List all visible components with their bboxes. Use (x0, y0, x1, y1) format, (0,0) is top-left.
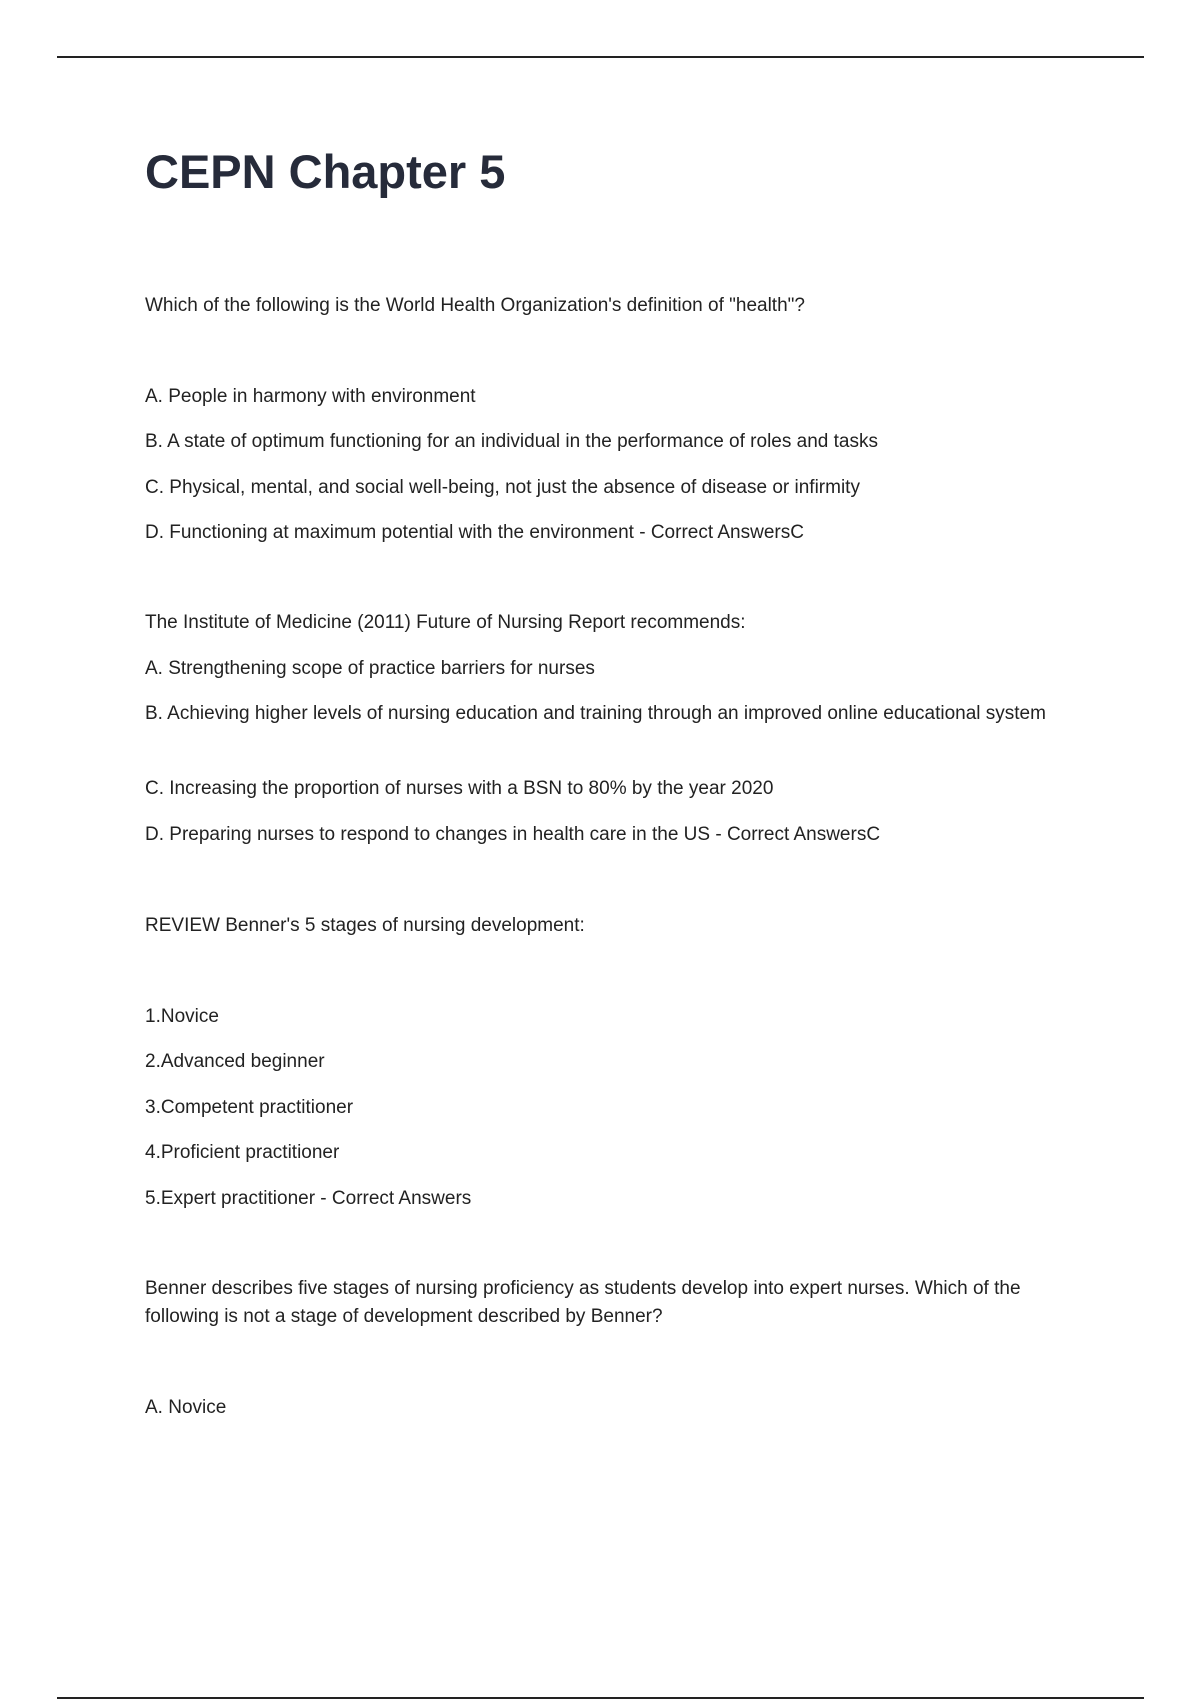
question-3-option-a: A. Novice (145, 1397, 227, 1418)
bottom-rule (57, 1697, 1144, 1699)
question-2-prompt: The Institute of Medicine (2011) Future of Nursing Report recommends: (145, 612, 746, 633)
question-2-option-d: D. Preparing nurses to respond to changes in health care in the US - Correct AnswersC (145, 824, 881, 845)
review-stage-1: 1.Novice (145, 1006, 219, 1027)
question-1-option-c: C. Physical, mental, and social well-being, not just the absence of disease or infirmity (145, 477, 860, 498)
question-1-option-b: B. A state of optimum functioning for an individual in the performance of roles and tasks (145, 431, 878, 452)
review-stage-5: 5.Expert practitioner - Correct Answers (145, 1188, 472, 1209)
question-2-option-a: A. Strengthening scope of practice barriers for nurses (145, 658, 595, 679)
question-2-option-c: C. Increasing the proportion of nurses with a BSN to 80% by the year 2020 (145, 778, 774, 799)
question-2-option-b: B. Achieving higher levels of nursing education and training through an improved online educational system (145, 703, 1046, 724)
review-prompt: REVIEW Benner's 5 stages of nursing development: (145, 915, 585, 936)
review-stage-2: 2.Advanced beginner (145, 1051, 325, 1072)
question-1-option-d: D. Functioning at maximum potential with the environment - Correct AnswersC (145, 522, 804, 543)
question-1-option-a: A. People in harmony with environment (145, 386, 476, 407)
question-1-prompt: Which of the following is the World Health Organization's definition of "health"? (145, 295, 805, 316)
review-stage-4: 4.Proficient practitioner (145, 1142, 340, 1163)
top-rule (57, 56, 1144, 58)
review-stage-3: 3.Competent practitioner (145, 1097, 354, 1118)
page-title: CEPN Chapter 5 (145, 145, 506, 198)
question-3-prompt: Benner describes five stages of nursing proficiency as students develop into expert nurses. Which of the following is not a stage of development described by Benner? (145, 1278, 1021, 1327)
